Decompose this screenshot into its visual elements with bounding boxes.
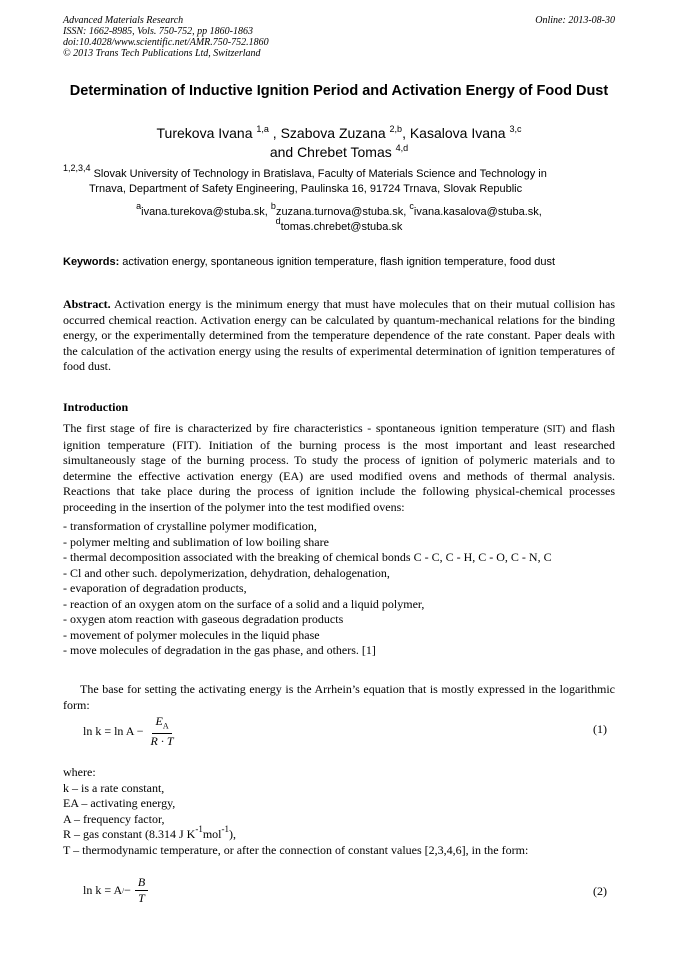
variable-definitions [63, 765, 615, 858]
where-label: where: [63, 765, 96, 779]
journal-name: Advanced Materials Research [63, 15, 184, 26]
equation-minus: − [124, 883, 131, 897]
intro-sit: (SIT) [543, 424, 566, 435]
paper-title: Determination of Inductive Ignition Period and Activation Energy of Food Dust [69, 83, 609, 99]
email-address: ivana.turekova@stuba.sk, [141, 206, 271, 218]
intro-text: and flash ignition temperature (FIT). Initiation of the burning process is the most important and least researched simultaneously stage of the burning process. To study the process of ignition of polymeric materials and to determine the effective activation energy (EA) are used modified ovens and methods of thermal analysis. Reactions that take place during the process of ignition include the following physical-chemical processes proceeding in the insertion of the polymer into the test modified ovens: [63, 421, 615, 514]
affiliation-line: Trnava, Department of Safety Engineering, Paulinska 16, 91724 Trnava, Slovak Republic [89, 183, 523, 195]
fraction-denominator [148, 734, 177, 749]
list-item: - reaction of an oxygen atom on the surface of a solid and a liquid polymer, [63, 596, 425, 611]
list-item: - move molecules of degradation in the gas phase, and others. [1] [63, 643, 376, 657]
numerator-symbol: B [137, 875, 146, 889]
definition-line: EA – activating energy, [63, 796, 176, 810]
numerator-symbol: E [155, 714, 163, 728]
email-superscript: d [275, 216, 281, 226]
definition-line-r [63, 824, 615, 843]
unit-exponent: -1 [195, 824, 203, 834]
author-name: and Chrebet Tomas [269, 144, 396, 160]
keywords [63, 255, 615, 270]
doi-line: doi:10.4028/www.scientific.net/AMR.750-752.1860 [63, 37, 269, 48]
equation-2: ln k = A / − $\frac{B}{T}$ [83, 875, 148, 906]
definition-line: T – thermodynamic temperature, or after the connection of constant values [2,3,4,6], in the form: [63, 842, 529, 857]
definition-line: k – is a rate constant, [63, 780, 165, 795]
email-address: ivana.kasalova@stuba.sk, [413, 206, 542, 218]
fraction-numerator [135, 875, 148, 891]
author-superscript: 3,c [509, 124, 522, 134]
fraction-denominator [135, 891, 148, 906]
definition-text: mol [202, 827, 222, 841]
issn-line: ISSN: 1662-8985, Vols. 750-752, pp 1860-1863 [63, 26, 253, 37]
author-superscript: 4,d [395, 143, 409, 153]
list-item: - movement of polymer molecules in the liquid phase [63, 627, 320, 642]
author-superscript: 1,a [256, 124, 269, 134]
intro-text: The first stage of fire is characterized by fire characteristics - spontaneous ignition temperature [63, 421, 544, 435]
equation-number: (1) [593, 722, 607, 736]
definition-line: A – frequency factor, [63, 811, 165, 826]
abstract-label: Abstract. [63, 297, 111, 311]
affiliation-superscript: 1,2,3,4 [63, 163, 91, 173]
list-item: - oxygen atom reaction with gaseous degradation products [63, 612, 344, 626]
fraction-numerator [152, 714, 171, 734]
email-superscript: c [409, 201, 414, 211]
unit-exponent: -1 [221, 824, 229, 834]
author-superscript: 2,b [389, 124, 403, 134]
equation-number: (2) [593, 884, 607, 898]
author-name: , Kasalova Ivana [402, 125, 510, 141]
email-superscript: a [136, 201, 142, 211]
section-heading: Introduction [63, 400, 129, 414]
keywords-label: Keywords: [63, 256, 120, 268]
equation-1 [83, 714, 177, 749]
numerator-subscript: A [162, 721, 169, 731]
equation-lhs: ln k = A [83, 883, 123, 897]
affiliation [63, 163, 615, 197]
keywords-text: activation energy, spontaneous ignition temperature, flash ignition temperature, food dust [119, 256, 556, 268]
equation-fraction [135, 875, 148, 906]
list-item: - polymer melting and sublimation of low boiling share [63, 534, 329, 549]
journal-header [63, 15, 615, 59]
email-superscript: b [270, 201, 276, 211]
affiliation-line: Slovak University of Technology in Bratislava, Faculty of Materials Science and Technology in [90, 168, 547, 180]
email-address: tomas.chrebet@stuba.sk [280, 221, 403, 233]
introduction-paragraph [63, 421, 615, 515]
online-date: Online: 2013-08-30 [535, 15, 615, 26]
process-list [63, 519, 615, 659]
equation-lhs: ln k = ln A − [83, 724, 144, 739]
arrhenius-paragraph: The base for setting the activating energy is the Arrhein’s equation that is mostly expressed in the logarithmic form: [63, 682, 615, 712]
equation-fraction [148, 714, 177, 749]
copyright-line: © 2013 Trans Tech Publications Ltd, Switzerland [63, 48, 261, 59]
definition-text: ), [229, 827, 236, 841]
list-item: - evaporation of degradation products, [63, 581, 247, 595]
denominator-text: R · T [150, 734, 174, 749]
list-item: - thermal decomposition associated with the breaking of chemical bonds C - C, C - H, C - O, C - N, C [63, 550, 552, 564]
email-list [63, 201, 615, 235]
list-item: - Cl and other such. depolymerization, dehydration, dehalogenation, [63, 565, 390, 580]
abstract-text: Activation energy is the minimum energy that must have molecules that on their mutual collision has occurred chemical reaction. Activation energy can be calculated by quantum-mechanical relations for the binding energy, or the experimentally determined from the temperature dependence of the rate constant. Paper deals with the calculation of the activation energy using the results of experimental determination of ignition temperatures of food dust. [63, 297, 615, 373]
author-name: Turekova Ivana [156, 125, 257, 141]
denominator-symbol: T [138, 891, 145, 905]
abstract [63, 297, 615, 375]
author-name: , Szabova Zuzana [268, 125, 390, 141]
definition-text: R – gas constant (8.314 J K [63, 827, 196, 841]
author-list [63, 124, 615, 162]
list-item: - transformation of crystalline polymer modification, [63, 519, 317, 533]
email-address: zuzana.turnova@stuba.sk, [275, 206, 410, 218]
